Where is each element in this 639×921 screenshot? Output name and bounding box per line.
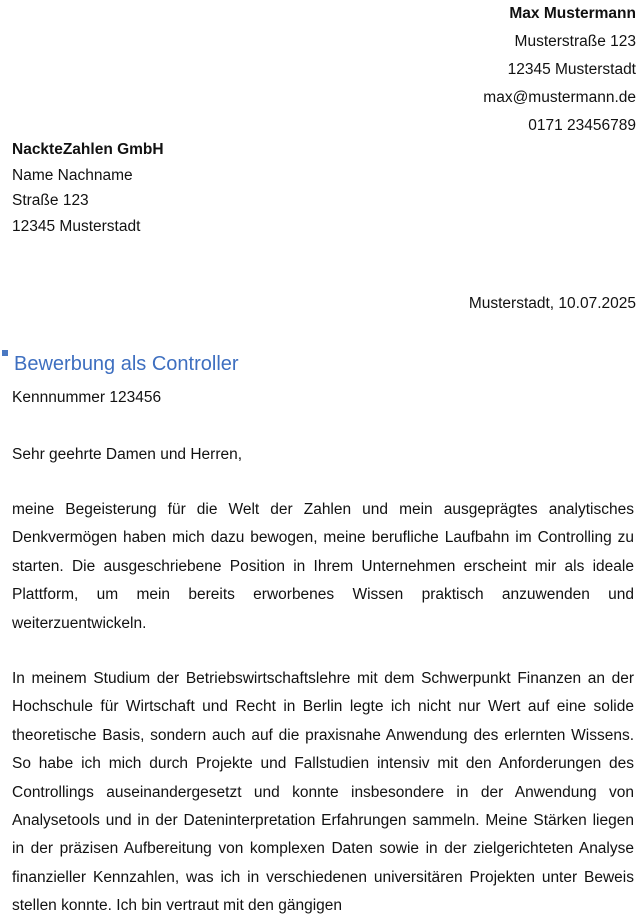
recipient-block [12, 137, 164, 239]
sender-street: Musterstraße 123 [514, 33, 636, 50]
subject-heading: Bewerbung als Controller [14, 353, 239, 375]
recipient-company: NackteZahlen GmbH [12, 141, 164, 158]
sender-name: Max Mustermann [509, 5, 636, 22]
recipient-street: Straße 123 [12, 192, 89, 209]
heading-marker [2, 350, 8, 356]
body-paragraph-2: In meinem Studium der Betriebswirtschaftslehre mit dem Schwerpunkt Finanzen an der Hochschule für Wirtschaft und Recht in Berlin legte ich nicht nur Wert auf eine solide theoretische Basis, sondern auch auf die praxisnahe Anwendung des erlernten Wissens. So habe ich mich durch Projekte und Fallstudien intensiv mit den Anforderungen des Controllings auseinandergesetzt und konnte insbesondere in der Anwendung von Analysetools und in der Dateninterpretation Erfahrungen sammeln. Meine Stärken liegen in der präzisen Aufbereitung von komplexen Daten sowie in der zielgerichteten Analyse finanzieller Kennzahlen, was ich in verschiedenen universitären Projekten unter Beweis stellen konnte. Ich bin vertraut mit den gängigen [12, 670, 634, 915]
recipient-contact: Name Nachname [12, 166, 133, 184]
sender-email: max@mustermann.de [483, 89, 636, 106]
letter-date: Musterstadt, 10.07.2025 [468, 295, 636, 312]
reference-number: Kennnummer 123456 [12, 389, 162, 406]
salutation: Sehr geehrte Damen und Herren, [12, 446, 243, 463]
sender-block [483, 0, 636, 140]
sender-city: 12345 Musterstadt [507, 61, 636, 78]
sender-phone: 0171 23456789 [528, 117, 636, 134]
body-paragraph-1: meine Begeisterung für die Welt der Zahlen und mein ausgeprägtes analytisches Denkvermögen haben mich dazu bewogen, meine berufliche Laufbahn im Controlling zu starten. Die ausgeschriebene Position in Ihrem Unternehmen erscheint mir als ideale Plattform, um mein bereits erworbenes Wissen praktisch anzuwenden und weiterzuentwickeln. [12, 501, 634, 632]
recipient-city: 12345 Musterstadt [12, 217, 141, 235]
